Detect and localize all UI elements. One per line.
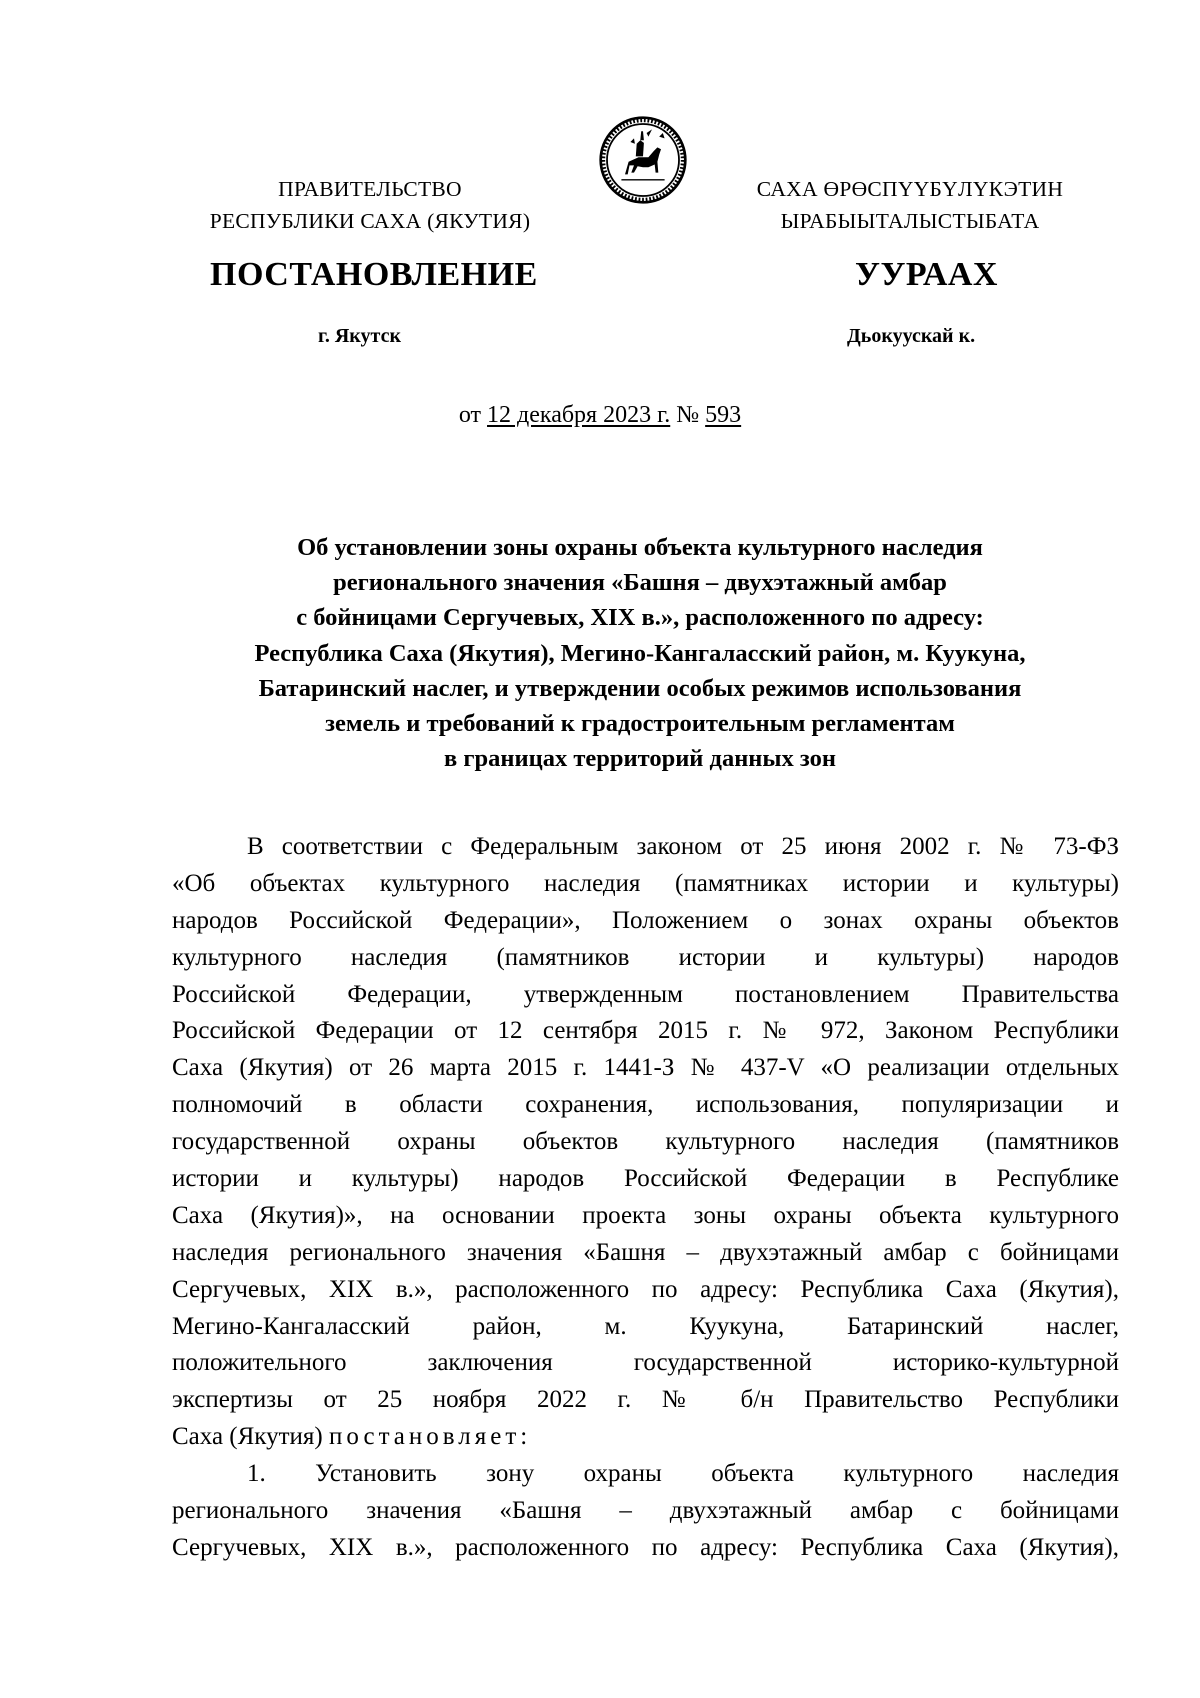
body-line: положительного заключения государственной историко-культурной — [172, 1349, 1119, 1377]
document-type-yakut: УУРААХ — [855, 256, 998, 293]
sakha-coat-of-arms-icon — [598, 115, 688, 205]
city-yakut: Дьокуускай к. — [847, 325, 976, 347]
government-name-yakut — [700, 173, 1120, 237]
body-line: Саха (Якутия)», на основании проекта зоны охраны объекта культурного — [172, 1201, 1119, 1229]
body-line: Сергучевых, XIX в.», расположенного по адресу: Республика Саха (Якутия), — [172, 1275, 1119, 1303]
document-title — [160, 530, 1120, 776]
title-line: регионального значения «Башня – двухэтажный амбар — [333, 569, 947, 597]
title-line: в границах территорий данных зон — [444, 745, 836, 773]
header-right-line: САХА ӨРӨСПҮҮБҮЛҮКЭТИН — [756, 177, 1064, 201]
date-prefix: от — [458, 402, 482, 428]
title-line: с бойницами Сергучевых, XIX в.», расположенного по адресу: — [296, 604, 984, 632]
resolves-prefix: Саха (Якутия) — [172, 1423, 323, 1451]
body-line: «Об объектах культурного наследия (памятниках истории и культуры) — [172, 869, 1119, 897]
body-line: истории и культуры) народов Российской Федерации в Республике — [172, 1165, 1119, 1193]
title-line: Батаринский наслег, и утверждении особых режимов использования — [258, 674, 1022, 702]
government-name-russian — [160, 173, 580, 237]
body-line: Сергучевых, XIX в.», расположенного по адресу: Республика Саха (Якутия), — [172, 1533, 1119, 1561]
title-line: Об установлении зоны охраны объекта культурного наследия — [297, 534, 983, 561]
body-line: народов Российской Федерации», Положением о зонах охраны объектов — [172, 906, 1119, 934]
body-line: культурного наследия (памятников истории и культуры) народов — [172, 943, 1119, 971]
body-line: 1. Установить зону охраны объекта культурного наследия — [247, 1460, 1119, 1488]
title-line: земель и требований к градостроительным регламентам — [325, 710, 955, 738]
document-date: 12 декабря 2023 г. — [487, 402, 671, 428]
date-number-line — [0, 402, 1200, 429]
body-line: Российской Федерации, утвержденным постановлением Правительства — [172, 980, 1119, 1008]
body-line: регионального значения «Башня – двухэтажный амбар с бойницами — [172, 1497, 1119, 1525]
header-left-line: ПРАВИТЕЛЬСТВО — [278, 177, 462, 201]
header-left-line: РЕСПУБЛИКИ САХА (ЯКУТИЯ) — [209, 209, 531, 233]
body-line: Мегино-Кангаласский район, м. Куукуна, Батаринский наслег, — [172, 1312, 1119, 1340]
title-line: Республика Саха (Якутия), Мегино-Кангаласский район, м. Куукуна, — [254, 639, 1026, 667]
body-line: наследия регионального значения «Башня – двухэтажный амбар с бойницами — [172, 1238, 1119, 1266]
body-line: В соответствии с Федеральным законом от 25 июня 2002 г. № 73-ФЗ — [247, 833, 1119, 860]
header-right-line: ЫРАБЫЫТАЛЫСТЫБАТА — [780, 209, 1040, 233]
body-line: экспертизы от 25 ноября 2022 г. № б/н Правительство Республики — [172, 1386, 1119, 1414]
number-sign: № — [676, 402, 700, 428]
body-line: Саха (Якутия) от 26 марта 2015 г. 1441-З № 437-V «О реализации отдельных — [172, 1054, 1119, 1082]
city-russian: г. Якутск — [318, 325, 401, 347]
body-line: полномочий в области сохранения, использования, популяризации и — [172, 1091, 1119, 1119]
body-line-last — [172, 1419, 1119, 1456]
body-line: государственной охраны объектов культурного наследия (памятников — [172, 1128, 1119, 1156]
body-line: Российской Федерации от 12 сентября 2015 г. № 972, Законом Республики — [172, 1017, 1119, 1045]
resolves-word: постановляет: — [328, 1423, 532, 1451]
document-type-russian: ПОСТАНОВЛЕНИЕ — [210, 256, 538, 293]
document-body — [172, 829, 1119, 1567]
document-number: 593 — [705, 402, 742, 428]
